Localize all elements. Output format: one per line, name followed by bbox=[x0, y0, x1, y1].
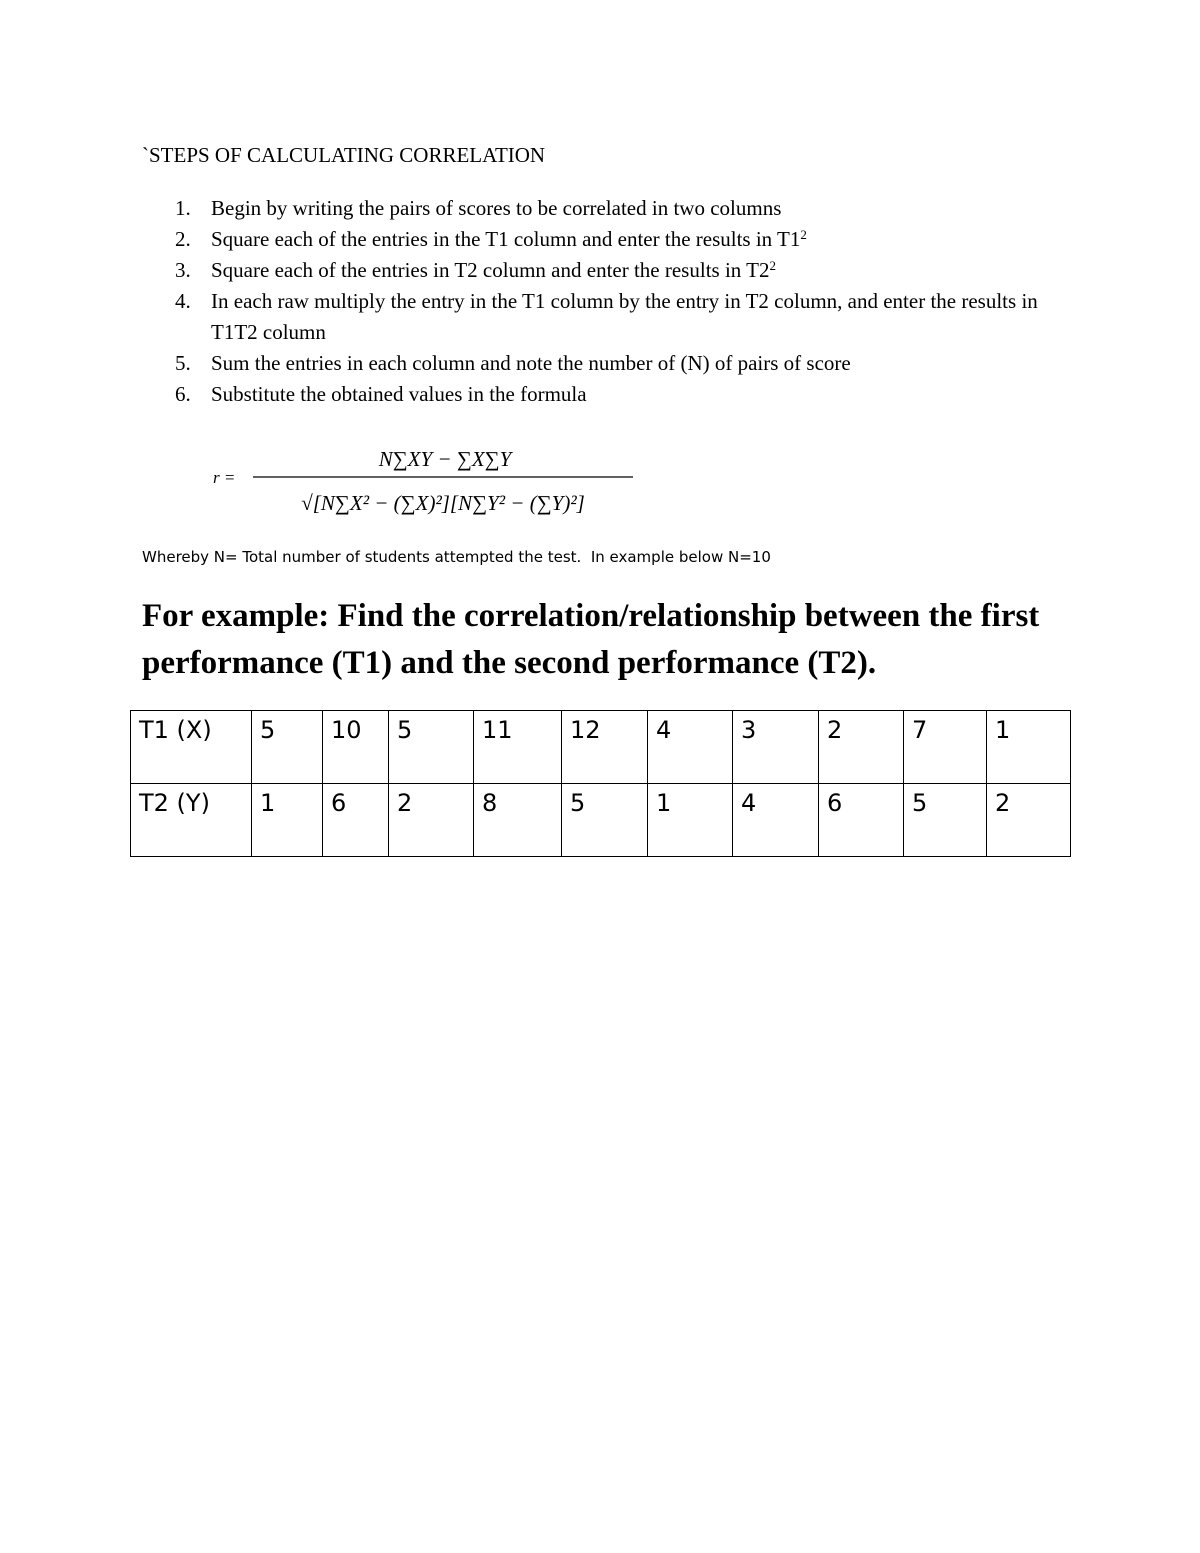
formula-denominator: √[N∑X² − (∑X)²][N∑Y² − (∑Y)²] bbox=[301, 491, 585, 515]
table-cell: 4 bbox=[648, 711, 733, 784]
row-label: T1 (X) bbox=[131, 711, 252, 784]
table-cell: 2 bbox=[987, 784, 1071, 857]
step-number: 6. bbox=[175, 382, 191, 406]
table-cell: 6 bbox=[819, 784, 904, 857]
table-cell: 1 bbox=[252, 784, 323, 857]
step-number: 2. bbox=[175, 227, 191, 251]
table-cell: 8 bbox=[474, 784, 562, 857]
step-text: Square each of the entries in the T1 column and enter the results in T1 bbox=[211, 227, 801, 251]
steps-list bbox=[170, 193, 1070, 410]
list-item bbox=[170, 255, 1070, 286]
formula-numerator: N∑XY − ∑X∑Y bbox=[378, 447, 512, 471]
table-cell: 12 bbox=[562, 711, 648, 784]
table-cell: 11 bbox=[474, 711, 562, 784]
page-title: `STEPS OF CALCULATING CORRELATION bbox=[142, 143, 546, 167]
step-number: 5. bbox=[175, 351, 191, 375]
row-label: T2 (Y) bbox=[131, 784, 252, 857]
table-cell: 4 bbox=[733, 784, 819, 857]
superscript: 2 bbox=[769, 258, 776, 273]
table-cell: 5 bbox=[904, 784, 987, 857]
formula-lhs: r = bbox=[213, 468, 236, 487]
step-number: 3. bbox=[175, 258, 191, 282]
table-cell: 5 bbox=[252, 711, 323, 784]
list-item bbox=[170, 286, 1070, 348]
step-text: Sum the entries in each column and note the number of (N) of pairs of score bbox=[211, 351, 851, 375]
formula-note: Whereby N= Total number of students attempted the test. In example below N=10 bbox=[142, 548, 771, 566]
step-text: In each raw multiply the entry in the T1 column by the entry in T2 column, and enter the results in T1T2 column bbox=[211, 289, 1038, 344]
example-heading: For example: Find the correlation/relationship between the first performance (T1) and the second performance (T2). bbox=[142, 598, 1040, 681]
table-cell: 10 bbox=[323, 711, 389, 784]
table-cell: 5 bbox=[389, 711, 474, 784]
table-cell: 7 bbox=[904, 711, 987, 784]
table-cell: 6 bbox=[323, 784, 389, 857]
table-cell: 2 bbox=[819, 711, 904, 784]
table-cell: 3 bbox=[733, 711, 819, 784]
step-number: 4. bbox=[175, 289, 191, 313]
list-item bbox=[170, 348, 1070, 379]
table-cell: 1 bbox=[648, 784, 733, 857]
list-item bbox=[170, 193, 1070, 224]
table-row bbox=[131, 711, 1071, 784]
score-table bbox=[130, 710, 1071, 857]
step-text: Substitute the obtained values in the formula bbox=[211, 382, 587, 406]
correlation-formula bbox=[205, 440, 655, 530]
superscript: 2 bbox=[800, 227, 807, 242]
step-text: Square each of the entries in T2 column and enter the results in T2 bbox=[211, 258, 770, 282]
step-number: 1. bbox=[175, 196, 191, 220]
list-item bbox=[170, 379, 1070, 410]
table-cell: 2 bbox=[389, 784, 474, 857]
list-item bbox=[170, 224, 1070, 255]
table-cell: 5 bbox=[562, 784, 648, 857]
step-text: Begin by writing the pairs of scores to be correlated in two columns bbox=[211, 196, 782, 220]
table-cell: 1 bbox=[987, 711, 1071, 784]
table-row bbox=[131, 784, 1071, 857]
